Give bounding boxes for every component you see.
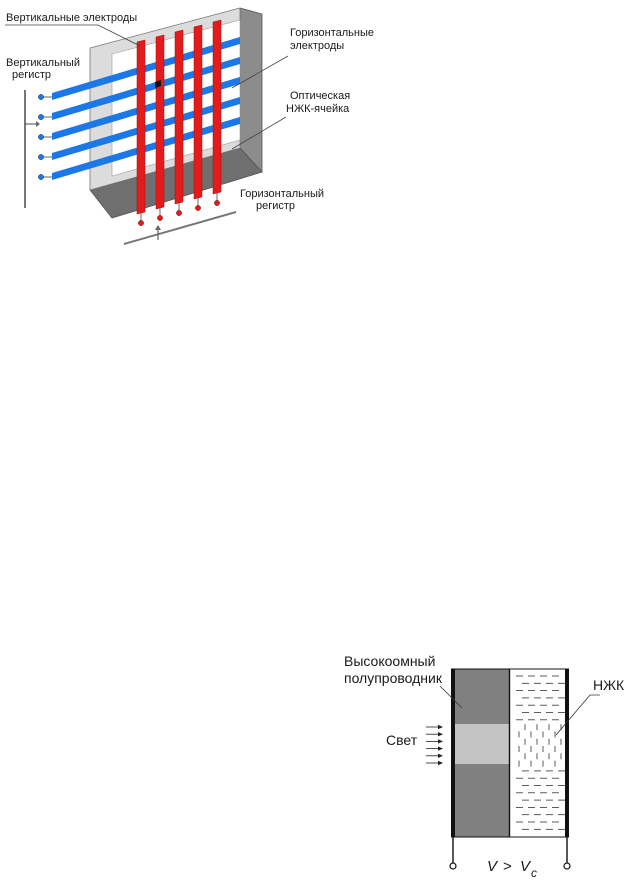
- vertical-electrode-terminal: [195, 205, 200, 210]
- label-horizontal-electrodes-2: электроды: [290, 40, 345, 52]
- label-optical-cell-1: Оптическая: [290, 90, 351, 102]
- vertical-electrode-terminal: [157, 215, 162, 220]
- light-arrow-head: [438, 754, 443, 758]
- light-arrow-head: [438, 732, 443, 736]
- horizontal-electrode-terminal: [38, 94, 43, 99]
- label-vertical-electrodes: Вертикальные электроды: [6, 12, 138, 24]
- horizontal-electrode-terminal: [38, 154, 43, 159]
- right-electrode: [565, 669, 569, 837]
- label-semiconductor-2: полупроводник: [344, 670, 442, 686]
- vertical-electrode-terminal: [214, 200, 219, 205]
- left-electrode: [451, 669, 455, 837]
- vertical-electrode: [194, 25, 202, 199]
- light-arrows: [426, 725, 443, 765]
- vertical-electrode-terminal: [176, 210, 181, 215]
- label-liquid-crystal: НЖК: [593, 677, 625, 693]
- vertical-electrode: [175, 30, 183, 204]
- label-condition-vc-sub: c: [531, 866, 537, 880]
- horizontal-electrode-terminal: [38, 134, 43, 139]
- label-vertical-register-1: Вертикальный: [6, 57, 80, 69]
- illuminated-region: [455, 724, 509, 764]
- label-optical-cell-2: НЖК-ячейка: [286, 103, 350, 115]
- label-condition-op: >: [503, 858, 512, 875]
- horizontal-electrode-terminal: [38, 114, 43, 119]
- vertical-electrode: [213, 20, 221, 194]
- liquid-crystal-layer: [510, 669, 565, 837]
- vertical-register-arrow: [25, 121, 40, 127]
- label-horizontal-register-2: регистр: [256, 200, 296, 212]
- light-arrow-head: [438, 725, 443, 729]
- label-condition-v: V: [487, 858, 498, 875]
- right-terminal: [564, 863, 570, 869]
- label-semiconductor-1: Высокоомный: [344, 653, 436, 669]
- horizontal-electrode-terminal: [38, 174, 43, 179]
- frame-right-side: [240, 8, 262, 172]
- light-arrow-head: [438, 739, 443, 743]
- lcd-matrix-figure: [5, 8, 374, 244]
- label-horizontal-register-1: Горизонтальный: [240, 188, 325, 200]
- horizontal-register-arrow: [155, 225, 161, 240]
- label-light: Свет: [386, 732, 418, 748]
- left-terminal: [450, 863, 456, 869]
- light-valve-figure: [344, 653, 625, 880]
- vertical-electrode: [137, 40, 145, 214]
- label-condition-vc: V: [520, 858, 531, 875]
- vertical-electrode: [156, 35, 164, 209]
- light-arrow-head: [438, 761, 443, 765]
- label-vertical-register-2: регистр: [12, 69, 52, 81]
- light-arrow-head: [438, 746, 443, 750]
- vertical-electrode-terminal: [138, 220, 143, 225]
- label-horizontal-electrodes-1: Горизонтальные: [290, 27, 374, 39]
